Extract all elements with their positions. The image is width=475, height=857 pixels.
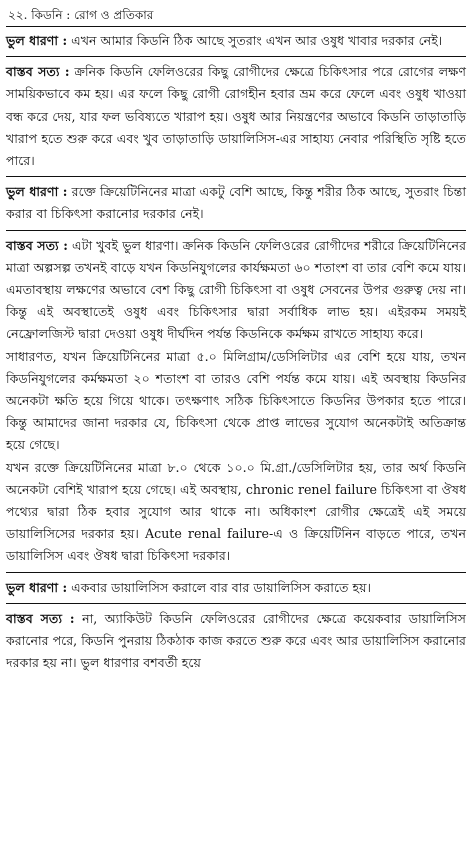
myth-block-3 <box>6 577 466 599</box>
fact-paragraph: সাধারণত, যখন ক্রিয়েটিনিনের মাত্রা ৫.০ মিলিগ্রাম/ডেসিলিটার এর বেশি হয়ে যায়, তখন কিডনিযুগলের কর্মক্ষমতা ২০ শতাংশ বা তারও বেশি পর্যন্ত কমে যায়। এই অবস্থায় কিডনির অনেকটা ক্ষতি হয়ে গিয়ে থাকে। তৎক্ষণাৎ সঠিক চিকিৎসাতে কিডনির উপকার হতে পারে। কিন্তু আমাদের জানা দরকার যে, চিকিৎসা থেকে প্রাপ্ত লাভের সুযোগ অনেকটাই অতিক্রান্ত হয়ে গেছে। <box>6 348 466 453</box>
header-rule <box>6 26 466 27</box>
fact-block-2 <box>6 235 466 568</box>
myth-block-1 <box>6 30 466 52</box>
section-divider <box>6 176 466 177</box>
section-divider <box>6 230 466 231</box>
fact-label: বাস্তব সত্য : <box>6 237 68 253</box>
myth-label: ভুল ধারণা : <box>6 33 68 48</box>
fact-text: এটা খুবই ভুল ধারণা। ক্রনিক কিডনি ফেলিওরের রোগীদের শরীরে ক্রিয়েটিনিনের মাত্রা অল্পসল্প তখনই বাড়ে যখন কিডনিযুগলের কার্যক্ষমতা ৬০ শতাংশ বা তার বেশি কমে যায়। এমতাবস্থায় লক্ষণের অভাবে বেশ কিছু রোগী চিকিৎসা বা ওষুধ সেবনের উপর গুরুত্ব দেয় না। কিন্তু এই অবস্থাতেই ওষুধ এবং চিকিৎসার দ্বারা সর্বাধিক লাভ হয়। এইরকম সময়ই নেফ্রোলজিস্ট দ্বারা দেওয়া ওষুধ দীর্ঘদিন পর্যন্ত কিডনিকে কর্মক্ষম রাখতে সাহায্য করে। <box>6 237 466 342</box>
running-header: ২২. কিডনি : রোগ ও প্রতিকার <box>8 8 154 22</box>
fact-paragraph <box>6 608 466 675</box>
fact-text: না, অ্যাকিউট কিডনি ফেলিওরের রোগীদের ক্ষেত্রে কয়েকবার ডায়ালিসিস করানোর পরে, কিডনি পুনরায় ঠিকঠাক কাজ করতে শুরু করে এবং আর ডায়ালিসিস করানোর দরকার হয় না। ভুল ধারণার বশবর্তী হয়ে <box>6 610 466 671</box>
myth-paragraph <box>6 181 466 225</box>
myth-text: এখন আমার কিডনি ঠিক আছে সুতরাং এখন আর ওষুধ খাবার দরকার নেই। <box>71 33 443 48</box>
myth-paragraph <box>6 577 466 599</box>
fact-paragraph <box>6 235 466 346</box>
fact-text: ক্রনিক কিডনি ফেলিওরের কিছু রোগীদের ক্ষেত্রে চিকিৎসার পরে রোগের লক্ষণ সাময়িকভাবে কম হয়। এর ফলে কিছু রোগী রোগহীন হবার ভ্রম করে ফেলে এবং ওষুধ খাওয়া বন্ধ করে দেয়, যার ফল ভবিষ্যতে খারাপ হয়। ওষুধ আর নিয়ন্ত্রণের অভাবে কিডনি তাড়াতাড়ি খারাপ হতে শুরু করে এবং খুব তাড়াতাড়ি ডায়ালিসিস-এর সাহায্য নেবার পরিস্থিতি সৃষ্টি হতে পারে। <box>6 64 466 169</box>
document-page <box>6 6 466 674</box>
section-divider <box>6 572 466 573</box>
section-divider <box>6 56 466 57</box>
myth-text: রক্তে ক্রিয়েটিনিনের মাত্রা একটু বেশি আছে, কিন্তু শরীর ঠিক আছে, সুতরাং চিন্তা করার বা চিকিৎসা করানোর দরকার নেই। <box>6 184 466 222</box>
fact-label: বাস্তব সত্য : <box>6 610 75 626</box>
fact-label: বাস্তব সত্য : <box>6 64 70 80</box>
myth-block-2 <box>6 181 466 225</box>
fact-paragraph: যখন রক্তে ক্রিয়েটিনিনের মাত্রা ৮.০ থেকে ১০.০ মি.গ্রা./ডেসিলিটার হয়, তার অর্থ কিডনি অনেকটা বেশিই খারাপ হয়ে গেছে। এই অবস্থায়, chronic renel failure চিকিৎসা বা ঔষধ পথ্যের দ্বারা ঠিক হবার সুযোগ আর থাকে না। অধিকাংশ রোগীর ক্ষেত্রেই এই সময়ে ডায়ালিসিসের দরকার হয়। Acute renal failure-এ ও ক্রিয়েটিনিন বাড়তে পারে, তখন ডায়ালিসিস এবং ঔষধ দ্বারা চিকিৎসা দরকার। <box>6 459 466 564</box>
fact-block-3 <box>6 608 466 675</box>
myth-label: ভুল ধারণা : <box>6 184 68 200</box>
fact-block-1 <box>6 61 466 172</box>
fact-paragraph <box>6 61 466 172</box>
myth-label: ভুল ধারণা : <box>6 579 68 595</box>
myth-paragraph <box>6 30 466 52</box>
myth-text: একবার ডায়ালিসিস করালে বার বার ডায়ালিসিস করাতে হয়। <box>71 579 372 595</box>
section-divider <box>6 603 466 604</box>
